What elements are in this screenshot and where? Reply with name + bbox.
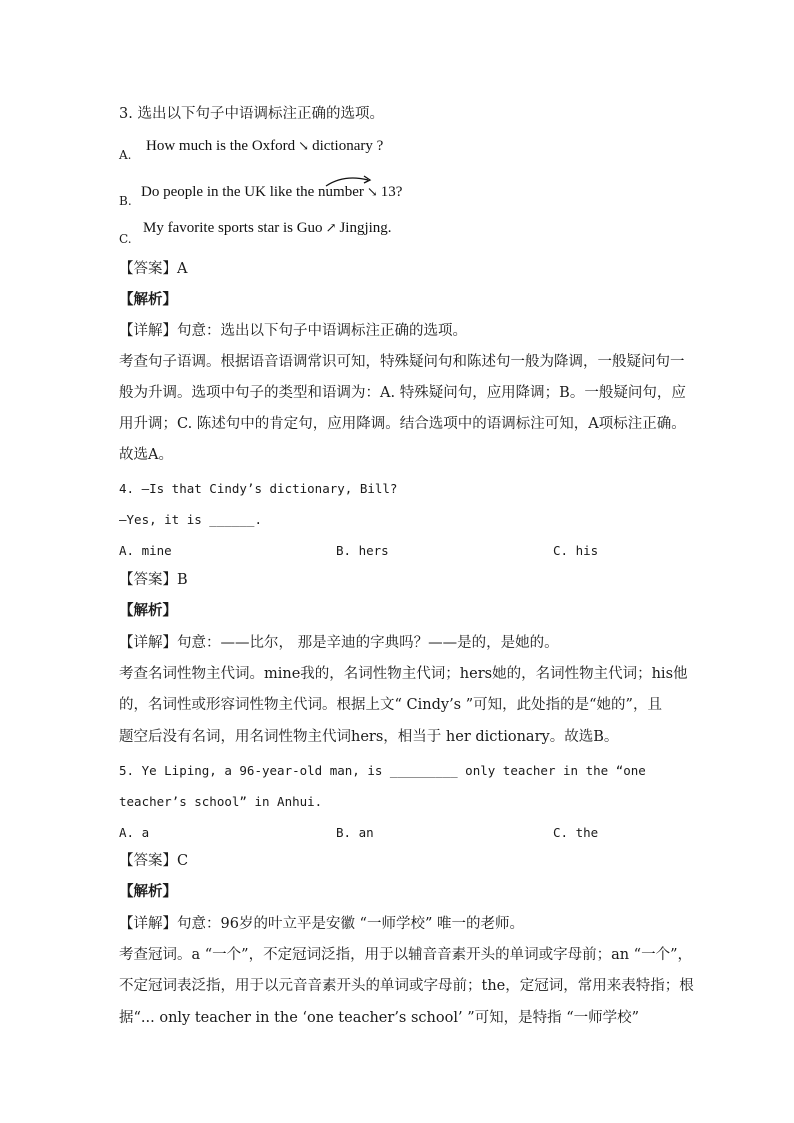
- q3-answer: 【答案】A: [119, 261, 188, 277]
- q4-choice-a: A. mine: [119, 543, 172, 558]
- q3-explain-line-3: 用升调；C. 陈述句中的肯定句，应用降调。结合选项中的语调标注可知，A项标注正确。: [119, 416, 686, 432]
- rising-intonation-icon: ↗: [325, 220, 337, 235]
- q3-detail: 【详解】句意：选出以下句子中语调标注正确的选项。: [119, 323, 467, 339]
- question-4-line-2: —Yes, it is ______.: [119, 512, 262, 527]
- q3-option-c-sentence: My favorite sports star is Guo ↗ Jingjing.: [143, 220, 392, 236]
- q3-analysis-heading: 【解析】: [119, 291, 177, 308]
- q4-analysis-heading: 【解析】: [119, 602, 177, 619]
- q5-choice-c: C. the: [553, 825, 599, 840]
- q4-explain-line-3: 题空后没有名词，用名词性物主代词hers，相当于 her dictionary。故选B。: [119, 729, 619, 745]
- q3-option-c-label: C.: [119, 232, 132, 246]
- falling-intonation-icon: ↘: [298, 138, 310, 153]
- q3-option-a-label: A.: [119, 148, 132, 162]
- q3-explain-line-1: 考查句子语调。根据语音语调常识可知，特殊疑问句和陈述句一般为降调，一般疑问句一: [119, 354, 685, 370]
- q5-analysis-heading: 【解析】: [119, 883, 177, 900]
- q3-option-b-sentence: Do people in the UK like the number ↘ 13?: [141, 184, 403, 200]
- q5-answer: 【答案】C: [119, 853, 189, 869]
- question-4-line-1: 4. —Is that Cindy’s dictionary, Bill?: [119, 481, 398, 496]
- question-3-title: 3. 选出以下句子中语调标注正确的选项。: [119, 106, 384, 122]
- question-5-line-1: 5. Ye Liping, a 96-year-old man, is _________ only teacher in the “one: [119, 763, 646, 778]
- q5-choice-a: A. a: [119, 825, 150, 840]
- q3-explain-line-4: 故选A。: [119, 447, 173, 463]
- q5-explain-line-3: 据“... only teacher in the ‘one teacher’s school’ ”可知，是特指 “一师学校”: [119, 1010, 640, 1026]
- q5-detail: 【详解】句意：96岁的叶立平是安徽 “一师学校” 唯一的老师。: [119, 916, 524, 932]
- q3-option-a-sentence: How much is the Oxford ↘ dictionary ?: [146, 138, 384, 154]
- q3-option-b-label: B.: [119, 194, 132, 208]
- rising-curve-icon: [324, 174, 374, 188]
- q4-explain-line-2: 的，名词性或形容词性物主代词。根据上文“ Cindy’s ”可知，此处指的是“她的”，且: [119, 697, 662, 713]
- q4-answer: 【答案】B: [119, 572, 188, 588]
- q3-explain-line-2: 般为升调。选项中句子的类型和语调为：A. 特殊疑问句，应用降调；B。一般疑问句，应: [119, 385, 686, 401]
- question-5-line-2: teacher’s school” in Anhui.: [119, 794, 323, 809]
- q4-choice-c: C. his: [553, 543, 599, 558]
- q5-explain-line-2: 不定冠词表泛指，用于以元音音素开头的单词或字母前；the，定冠词，常用来表特指；根: [119, 978, 694, 994]
- q5-choice-b: B. an: [336, 825, 374, 840]
- q4-explain-line-1: 考查名词性物主代词。mine我的，名词性物主代词；hers她的，名词性物主代词；his他: [119, 666, 688, 682]
- falling-intonation-icon: ↘: [366, 184, 378, 199]
- q4-choice-b: B. hers: [336, 543, 389, 558]
- q4-detail: 【详解】句意：——比尔， 那是辛迪的字典吗？——是的，是她的。: [119, 635, 559, 651]
- q5-explain-line-1: 考查冠词。a “一个”，不定冠词泛指，用于以辅音音素开头的单词或字母前；an “一个”，: [119, 947, 692, 963]
